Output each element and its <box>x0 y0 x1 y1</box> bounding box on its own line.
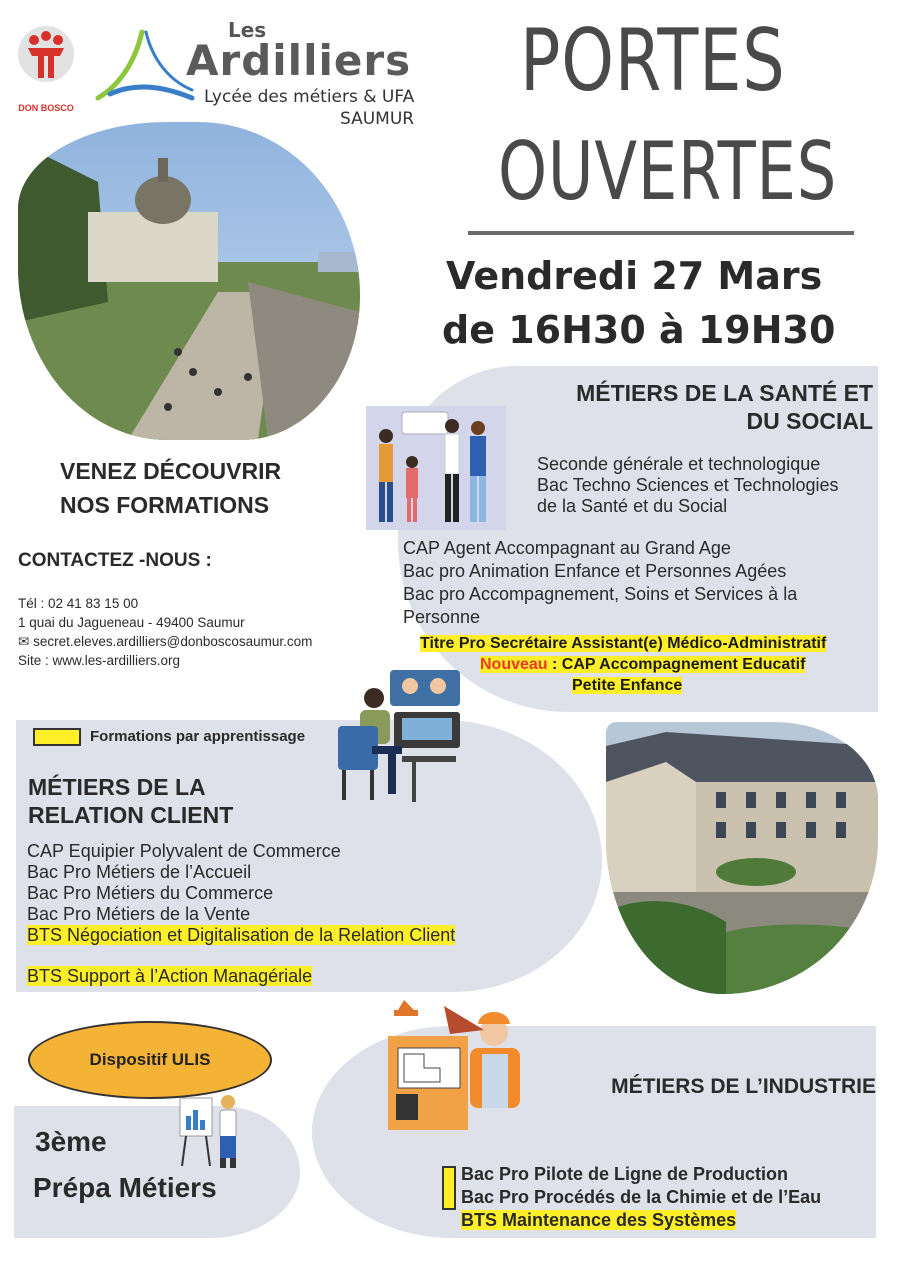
courtyard-photo <box>606 722 878 994</box>
presentation-board-icon <box>176 1090 246 1170</box>
prepa-line1: 3ème <box>35 1126 107 1157</box>
sante-item: Bac pro Accompagnement, Soins et Services à la <box>403 584 798 604</box>
sante-item: Bac pro Animation Enfance et Personnes Agées <box>403 561 787 581</box>
contact-heading: CONTACTEZ -NOUS : <box>18 550 212 571</box>
cap-educatif-label: : CAP Accompagnement Educatif <box>547 656 806 673</box>
relation-item: Bac Pro Métiers de la Vente <box>27 904 251 924</box>
title-portes: PORTES <box>520 11 786 111</box>
contact-email-row <box>18 632 312 651</box>
sante-list-bottom <box>403 537 797 629</box>
industrie-list <box>461 1163 821 1232</box>
don-bosco-logo <box>14 22 78 112</box>
relation-highlight-bts-ndrc: BTS Négociation et Digitalisation de la Relation Client <box>27 925 456 945</box>
contact-block <box>18 594 312 670</box>
industrie-title: MÉTIERS DE L’INDUSTRIE <box>611 1075 876 1098</box>
contact-address: 1 quai du Jagueneau - 49400 Saumur <box>18 615 245 630</box>
relation-title <box>28 774 233 829</box>
basilica-photo <box>18 122 360 440</box>
date-day: Vendredi 27 Mars <box>446 254 823 298</box>
logo-lycee: Lycée des métiers & UFA <box>204 87 415 107</box>
sante-title <box>576 380 873 435</box>
industrie-highlight-bts: BTS Maintenance des Systèmes <box>461 1210 737 1230</box>
industrie-apprentissage-marker <box>442 1166 456 1210</box>
relation-item: CAP Equipier Polyvalent de Commerce <box>27 841 341 861</box>
sante-highlights <box>420 633 826 696</box>
industrie-item: Bac Pro Pilote de Ligne de Production <box>461 1164 789 1184</box>
family-icon <box>366 406 506 530</box>
logo-les: Les <box>228 18 267 42</box>
title-ouvertes: OUVERTES <box>498 125 838 218</box>
sante-item: CAP Agent Accompagnant au Grand Age <box>403 538 731 558</box>
envelope-icon: ✉ <box>18 634 30 649</box>
don-bosco-label: DON BOSCO <box>18 103 74 113</box>
legend-label <box>90 728 336 748</box>
engineer-illustration <box>384 996 536 1136</box>
desk-worker-icon <box>332 668 466 808</box>
sante-title-line2: DU SOCIAL <box>746 407 873 434</box>
presenter-illustration <box>176 1090 246 1170</box>
title-underline <box>468 231 854 235</box>
don-bosco-icon <box>14 22 78 96</box>
sante-highlight-cap <box>480 656 805 673</box>
logo-ardilliers: Ardilliers <box>186 36 412 85</box>
legend-text: Formations par apprentissage <box>90 728 306 745</box>
discover-line1: VENEZ DÉCOUVRIR <box>60 458 282 484</box>
date-time: de 16H30 à 19H30 <box>442 308 836 352</box>
prepa-line2: Prépa Métiers <box>33 1172 217 1203</box>
contact-site[interactable]: Site : www.les-ardilliers.org <box>18 653 181 668</box>
discover-line2: NOS FORMATIONS <box>60 492 270 518</box>
sante-title-line1: MÉTIERS DE LA SANTÉ ET <box>576 380 873 406</box>
contact-tel: Tél : 02 41 83 15 00 <box>18 596 139 611</box>
relation-list <box>27 841 455 987</box>
sante-list-top <box>537 454 839 517</box>
sante-highlight-titre-pro: Titre Pro Secrétaire Assistant(e) Médico-Administratif <box>420 635 827 652</box>
engineer-icon <box>384 996 536 1136</box>
relation-title-line1: MÉTIERS DE LA <box>28 774 206 800</box>
sante-item: Personne <box>403 607 481 627</box>
sante-item: Bac Techno Sciences et Technologies <box>537 475 839 495</box>
ulis-badge <box>28 1021 272 1099</box>
desk-illustration <box>332 668 466 808</box>
relation-title-line2: RELATION CLIENT <box>28 801 234 828</box>
relation-item: Bac Pro Métiers du Commerce <box>27 883 274 903</box>
contact-email[interactable]: secret.eleves.ardilliers@donboscosaumur.com <box>33 634 313 649</box>
logo-city: SAUMUR <box>340 109 415 129</box>
ulis-label: Dispositif ULIS <box>89 1050 211 1069</box>
nouveau-label: Nouveau <box>480 656 548 673</box>
industrie-item: Bac Pro Procédés de la Chimie et de l’Eau <box>461 1187 822 1207</box>
sante-highlight-petite-enfance: Petite Enfance <box>572 677 683 694</box>
legend-swatch <box>33 728 81 746</box>
sante-item: Seconde générale et technologique <box>537 454 821 474</box>
relation-item: Bac Pro Métiers de l’Accueil <box>27 862 252 882</box>
sante-item: de la Santé et du Social <box>537 496 728 516</box>
relation-highlight-bts-sam: BTS Support à l’Action Managériale <box>27 966 313 986</box>
family-illustration <box>366 406 506 530</box>
